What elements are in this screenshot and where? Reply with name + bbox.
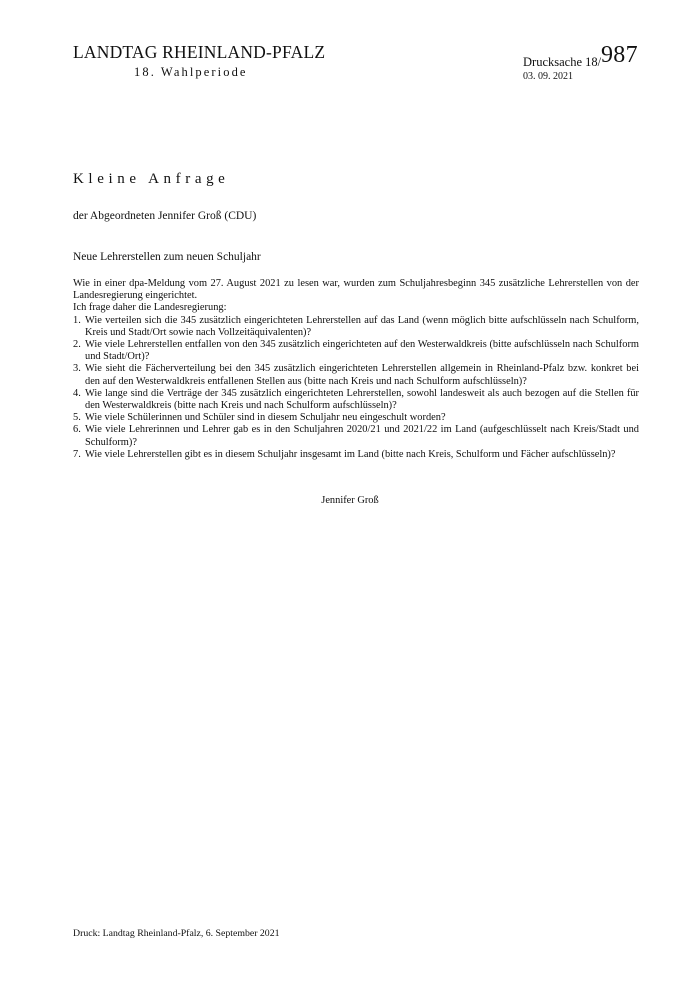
question-number: 1. (73, 314, 81, 326)
question-number: 4. (73, 387, 81, 399)
signature: Jennifer Groß (321, 495, 379, 506)
question-text: Wie viele Schülerinnen und Schüler sind in diesem Schuljahr neu eingeschult worden? (85, 412, 446, 424)
print-footer: Druck: Landtag Rheinland-Pfalz, 6. September 2021 (73, 928, 280, 939)
question-item (73, 388, 639, 412)
intro-paragraph: Wie in einer dpa-Meldung vom 27. August 2021 zu lesen war, wurden zum Schuljahresbeginn 345 zusätzliche Lehrerstellen von der Landesregierung eingerichtet. (73, 278, 639, 302)
question-item (73, 339, 639, 363)
question-text: Wie viele Lehrerstellen gibt es in diesem Schuljahr insgesamt im Land (bitte nach Kreis, Schulform und Fächer aufschlüsseln)? (85, 448, 616, 460)
question-number: 2. (73, 339, 81, 351)
question-text: Wie viele Lehrerinnen und Lehrer gab es in den Schuljahren 2020/21 und 2021/22 im Land (aufgeschlüsselt nach Kreis/Stadt und Schulform)? (85, 424, 639, 448)
author-line: der Abgeordneten Jennifer Groß (CDU) (73, 210, 257, 222)
question-number: 6. (73, 424, 81, 436)
document-date: 03. 09. 2021 (523, 71, 573, 82)
question-number: 5. (73, 412, 81, 424)
question-item (73, 424, 639, 448)
question-list (73, 315, 639, 461)
question-text: Wie sieht die Fächerverteilung bei den 345 zusätzlich eingerichteten Lehrerstellen allgemein in Rheinland-Pfalz bzw. konkret bei den auf den Westerwaldkreis entfallenen Stellen aus (bitte nach Kreis und nach Schulform aufschlüsseln)? (85, 363, 639, 387)
question-item (73, 315, 639, 339)
question-text: Wie viele Lehrerstellen entfallen von den 345 zusätzlich eingerichteten auf den Westerwaldkreis (bitte aufschlüsseln nach Schulform und Stadt/Ort)? (85, 339, 639, 363)
question-item (73, 449, 639, 461)
question-text: Wie lange sind die Verträge der 345 zusätzlich eingerichteten Lehrerstellen, sowohl landesweit als auch bezogen auf die Stellen für den Westerwaldkreis (bitte nach Kreis und nach Schulform aufschlüsseln)? (85, 387, 639, 412)
question-number: 7. (73, 448, 81, 460)
parliament-name: LANDTAG RHEINLAND-PFALZ (73, 42, 326, 62)
subject-heading: Neue Lehrerstellen zum neuen Schuljahr (73, 251, 261, 263)
legislative-period: 18. Wahlperiode (134, 65, 248, 79)
question-number: 3. (73, 363, 81, 375)
question-body (73, 278, 639, 461)
intro-question-lead: Ich frage daher die Landesregierung: (73, 302, 227, 314)
document-type-title: Kleine Anfrage (73, 171, 230, 187)
document-label: Drucksache 18/ (523, 55, 602, 69)
question-text: Wie verteilen sich die 345 zusätzlich eingerichteten Lehrerstellen auf das Land (wenn möglich bitte aufschlüsseln nach Schulform, Kreis und Stadt/Ort sowie nach Vollzeitäquivalenten)? (85, 314, 639, 338)
question-item (73, 363, 639, 387)
document-number: 987 (601, 42, 638, 68)
question-item (73, 412, 639, 424)
